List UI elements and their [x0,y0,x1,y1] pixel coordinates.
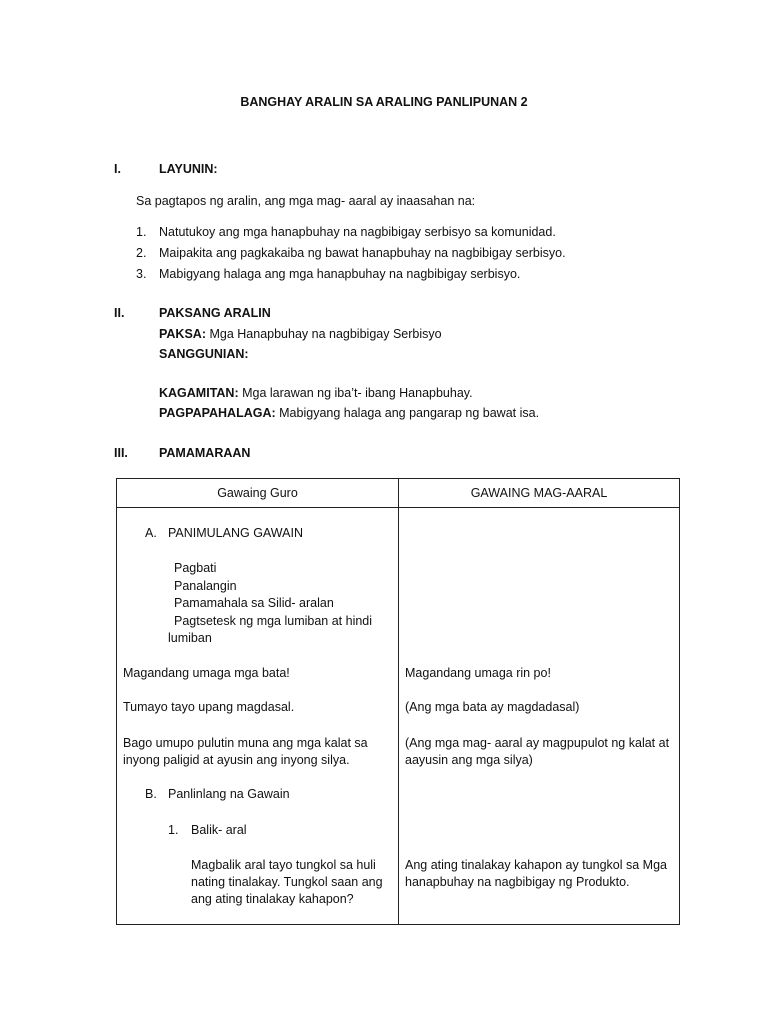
header-gawaing-mag-aaral: GAWAING MAG-AARAL [399,479,680,508]
routine-item: Pagbati [174,561,217,575]
teacher-prayer-instruction: Tumayo tayo upang magdasal. [123,700,295,714]
objectives-intro: Sa pagtapos ng aralin, ang mga mag- aaral ay inaasahan na: [136,194,476,208]
student-review-answer: hanapbuhay na nagbibigay ng Produkto. [405,875,630,889]
kagamitan-line [159,386,473,400]
teacher-cleanup-line: Bago umupo pulutin muna ang mga kalat sa [123,736,368,750]
subsection-heading: Balik- aral [191,823,247,837]
pagpapahalaga-value: Mabigyang halaga ang pangarap ng bawat isa. [275,406,540,420]
table-header-row [117,479,680,508]
objective-number: 1. [136,225,147,239]
routine-item: Pagtsetesk ng mga lumiban at hindi [174,614,373,628]
section-3-heading: PAMAMARAAN [159,446,251,460]
objective-text: Mabigyang halaga ang mga hanapbuhay na nagbibigay serbisyo. [159,267,521,281]
routine-item-continued: lumiban [168,631,212,645]
section-b-letter: B. [145,787,157,801]
review-prompt-line: ang ating tinalakay kahapon? [191,892,354,906]
subsection-number: 1. [168,823,179,837]
student-activities-cell [399,508,680,925]
table-row [117,508,680,925]
routine-item: Panalangin [174,579,237,593]
student-cleanup-line: (Ang mga mag- aaral ay magpupulot ng kalat at [405,736,670,750]
kagamitan-value: Mga larawan ng iba’t- ibang Hanapbuhay. [238,386,473,400]
paksa-value: Mga Hanapbuhay na nagbibigay Serbisyo [206,327,442,341]
student-cleanup-line: aayusin ang mga silya) [405,753,533,767]
objective-number: 2. [136,246,147,260]
sanggunian-label: SANGGUNIAN: [159,347,249,361]
section-1-heading: LAYUNIN: [159,162,218,176]
student-prayer-response: (Ang mga bata ay magdadasal) [405,700,580,714]
section-b-heading: Panlinlang na Gawain [168,787,290,801]
kagamitan-label: KAGAMITAN: [159,386,239,400]
procedure-table [116,478,680,925]
teacher-activities-cell [117,508,399,925]
teacher-cleanup-line: inyong paligid at ayusin ang inyong silya. [123,753,350,767]
review-prompt-line: nating tinalakay. Tungkol saan ang [191,875,383,889]
routine-item: Pamamahala sa Silid- aralan [174,596,334,610]
section-a-heading: PANIMULANG GAWAIN [168,526,303,540]
header-gawaing-guro: Gawaing Guro [117,479,399,508]
objective-text: Maipakita ang pagkakaiba ng bawat hanapbuhay na nagbibigay serbisyo. [159,246,566,260]
section-2-heading: PAKSANG ARALIN [159,306,271,320]
paksa-label: PAKSA: [159,327,206,341]
section-2-numeral: II. [114,306,125,320]
review-prompt-line: Magbalik aral tayo tungkol sa huli [191,858,376,872]
paksa-line [159,327,442,341]
student-greeting: Magandang umaga rin po! [405,666,551,680]
student-review-answer: Ang ating tinalakay kahapon ay tungkol sa Mga [405,858,667,872]
pagpapahalaga-label: PAGPAPAHALAGA: [159,406,276,420]
section-a-letter: A. [145,526,157,540]
section-1-numeral: I. [114,162,121,176]
section-3-numeral: III. [114,446,128,460]
objective-text: Natutukoy ang mga hanapbuhay na nagbibigay serbisyo sa komunidad. [159,225,556,239]
document-title: BANGHAY ARALIN SA ARALING PANLIPUNAN 2 [240,95,528,109]
pagpapahalaga-line [159,406,539,420]
objective-number: 3. [136,267,147,281]
teacher-greeting: Magandang umaga mga bata! [123,666,290,680]
